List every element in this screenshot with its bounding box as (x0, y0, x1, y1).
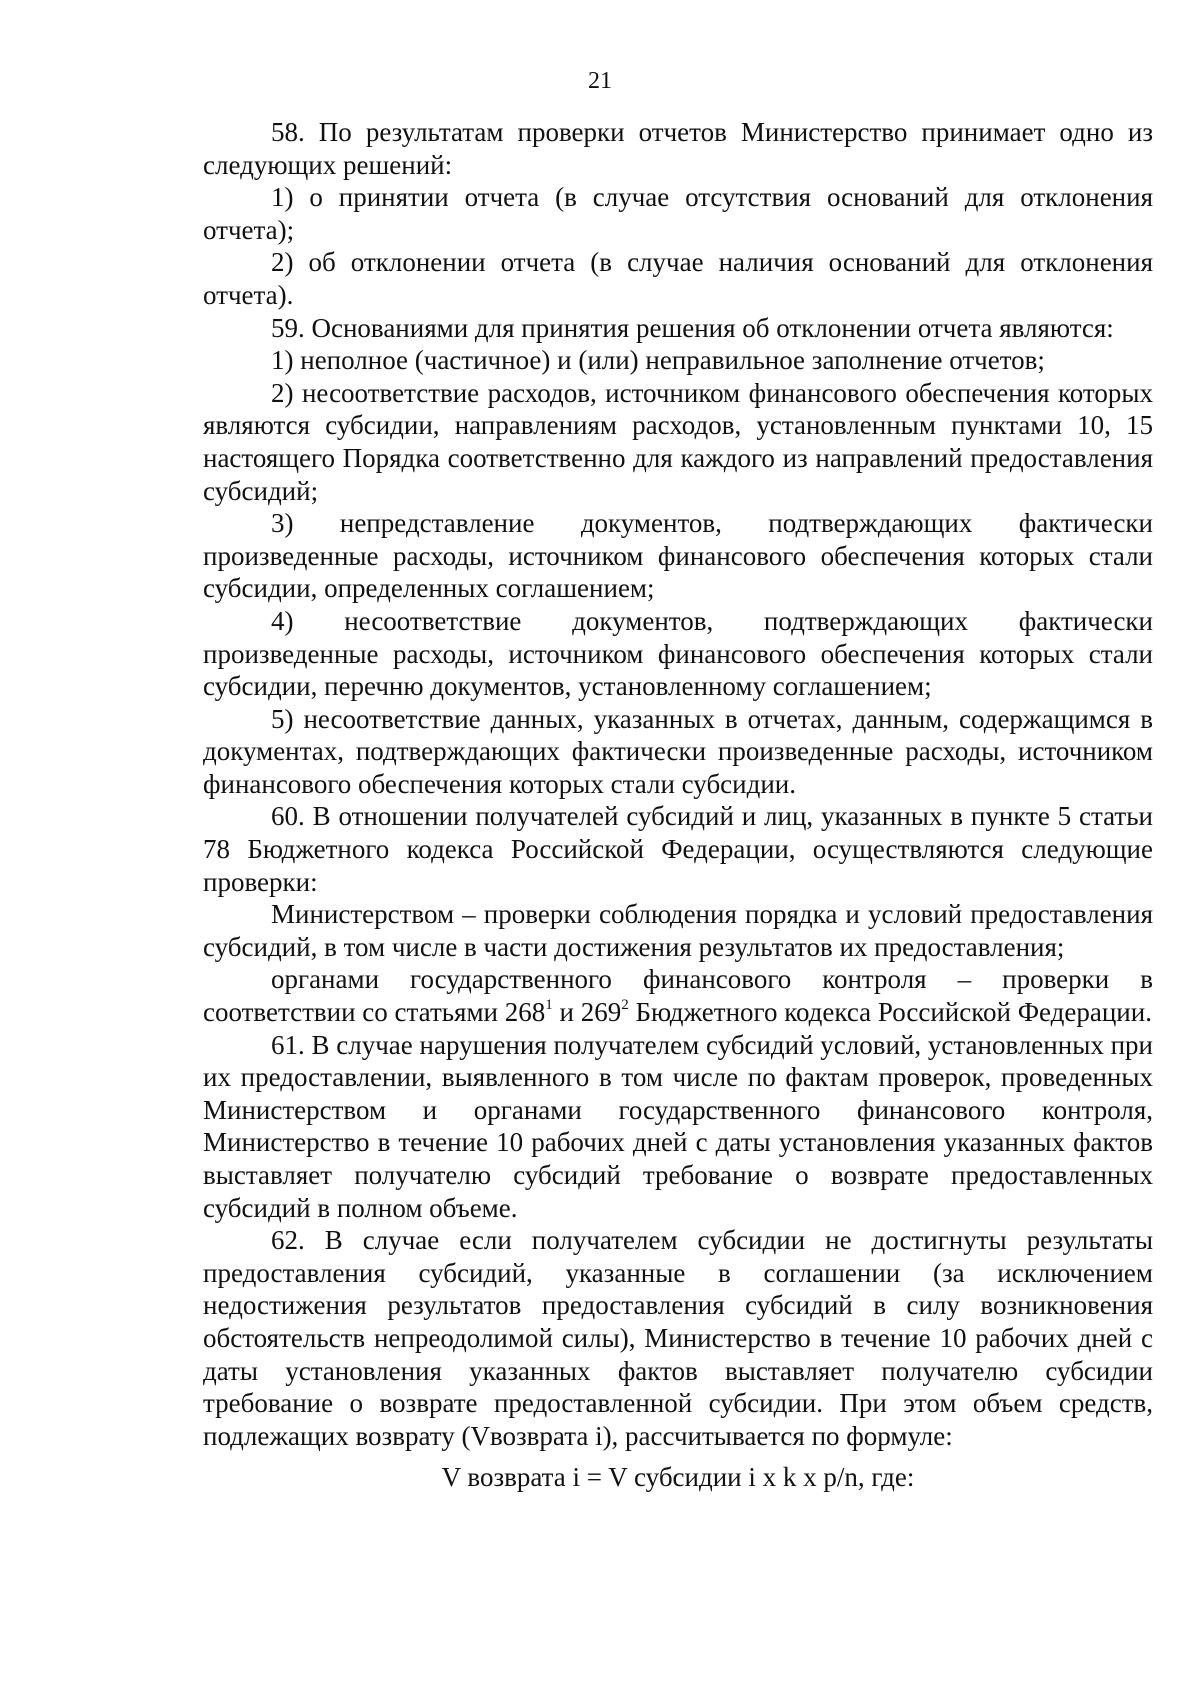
paragraph-59-item-4: 4) несоответствие документов, подтверждающих фактически произведенные расходы, источником финансового обеспечения которых стали субсидии, перечню документов, установленному соглашением; (203, 605, 1153, 702)
paragraph-58-item-1: 1) о принятии отчета (в случае отсутствия оснований для отклонения отчета); (203, 182, 1153, 245)
paragraph-58-item-2: 2) об отклонении отчета (в случае наличия оснований для отклонения отчета). (203, 247, 1153, 310)
paragraph-58: 58. По результатам проверки отчетов Министерство принимает одно из следующих решений: (203, 117, 1153, 180)
superscript-2: 2 (621, 997, 629, 1014)
control-text-start: органами государственного финансового контроля – проверки в соответствии со статьями 268 (203, 964, 1153, 1028)
paragraph-59-item-5: 5) несоответствие данных, указанных в отчетах, данным, содержащимся в документах, подтверждающих фактически произведенные расходы, источником финансового обеспечения которых стали субсидии. (203, 703, 1153, 799)
control-text-end: Бюджетного кодекса Российской Федерации. (628, 997, 1152, 1028)
paragraph-60-ministry: Министерством – проверки соблюдения порядка и условий предоставления субсидий, в том числе в части достижения результатов их предоставления; (203, 899, 1153, 962)
superscript-1: 1 (545, 997, 553, 1014)
page-number: 21 (588, 68, 612, 94)
paragraph-59-item-3: 3) непредставление документов, подтверждающих фактически произведенные расходы, источником финансового обеспечения которых стали субсидии, определенных соглашением; (203, 508, 1153, 604)
paragraph-62: 62. В случае если получателем субсидии не достигнуты результаты предоставления субсидий, указанные в соглашении (за исключением недостижения результатов предоставления субсидий в силу возникновения обстоятельств непреодолимой силы), Министерство в течение 10 рабочих дней с даты установления указанных фактов выставляет получателю субсидии требование о возврате предоставленной субсидии. При этом объем средств, подлежащих возврату (Vвозврата i), рассчитывается по формуле: (203, 1225, 1153, 1451)
control-text-middle: и 269 (552, 997, 622, 1028)
paragraph-59-item-1: 1) неполное (частичное) и (или) неправильное заполнение отчетов; (271, 345, 1045, 376)
paragraph-61: 61. В случае нарушения получателем субсидий условий, установленных при их предоставлении, выявленного в том числе по фактам проверок, проведенных Министерством и органами государственного финансового контроля, Министерство в течение 10 рабочих дней с даты установления указанных фактов выставляет получателю субсидий требование о возврате предоставленных субсидий в полном объеме. (203, 1029, 1153, 1223)
paragraph-59-item-2: 2) несоответствие расходов, источником финансового обеспечения которых являются субсидии, направлениям расходов, установленным пунктами 10, 15 настоящего Порядка соответственно для каждого из направлений предоставления субсидий; (203, 377, 1153, 506)
document-body (203, 116, 1153, 1494)
formula: V возврата i = V субсидии i x k x p/n, где: (441, 1462, 915, 1493)
paragraph-59: 59. Основаниями для принятия решения об отклонении отчета являются: (271, 312, 1114, 343)
paragraph-60: 60. В отношении получателей субсидий и лиц, указанных в пункте 5 статьи 78 Бюджетного кодекса Российской Федерации, осуществляются следующие проверки: (203, 801, 1153, 897)
paragraph-60-control-bodies (203, 963, 1153, 1028)
